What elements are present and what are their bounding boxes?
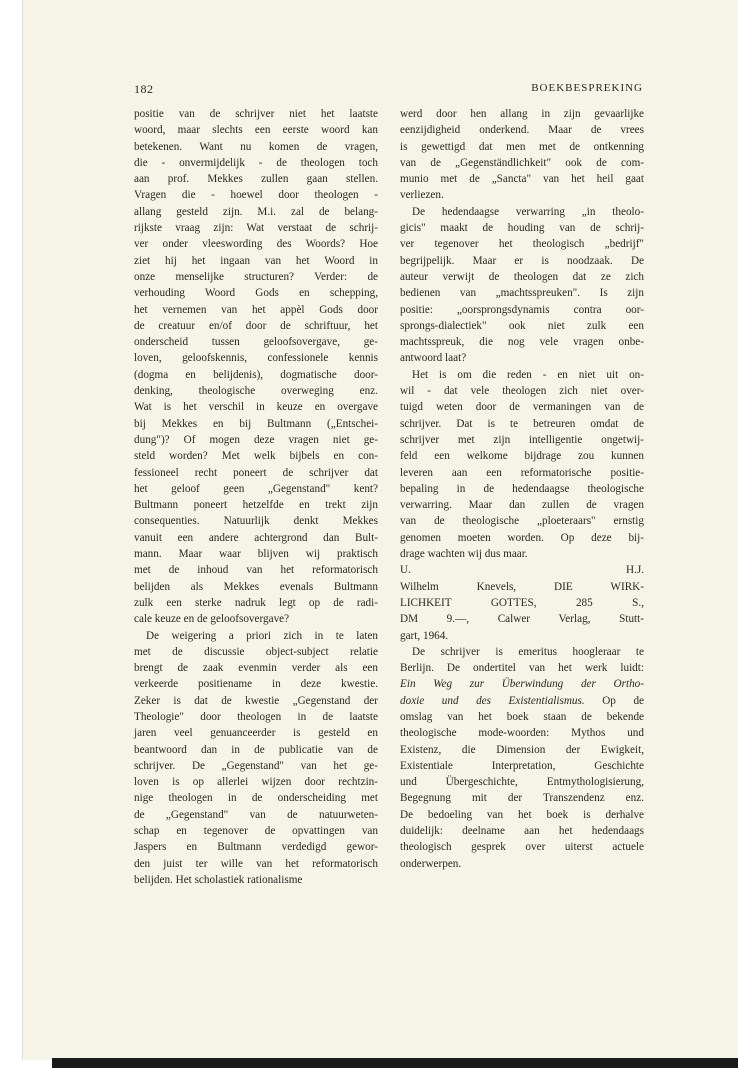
text-line: bij Mekkes en bij Bultmann („Entschei-	[134, 417, 378, 430]
text-line: ver tegenover het theologisch „bedrijf"	[400, 238, 644, 251]
text-line: positie: „oorsprongsdynamis contra oor-	[400, 303, 644, 316]
page-header	[134, 82, 643, 102]
text-line: feld een welkome bijdrage zou kunnen	[400, 450, 644, 463]
right-paragraph-1	[400, 106, 644, 204]
text-line: met de discussie object-subject relatie	[134, 645, 378, 658]
text-line: met de inhoud van het reformatorisch	[134, 564, 378, 577]
text-line: bepaling in de hedendaagse theologische	[400, 482, 644, 495]
subtitle-italic: Ein Weg zur Überwindung der Ortho-	[400, 678, 644, 691]
text-line: aan prof. Mekkes zullen gaan stellen.	[134, 173, 378, 186]
text-line: betekenen. Want nu komen de vragen,	[134, 140, 378, 153]
text-line: De weigering a priori zich in te laten	[146, 629, 378, 642]
text-line: omslag van het boek staan de bekende	[400, 710, 644, 723]
text-line: verwarring. Maar dan zullen de vragen	[400, 499, 644, 512]
right-paragraph-2	[400, 204, 644, 367]
text-line: Existenz, die Dimension der Ewigkeit,	[400, 743, 644, 756]
signature-right: H.J.	[625, 564, 644, 577]
text-line: drage wachten wij dus maar.	[400, 548, 528, 561]
text-line: zulk een sterke nadruk legt op de radi-	[134, 596, 378, 609]
text-line: ziet hij het ingaan van het Woord in	[134, 254, 378, 267]
text-line: denking, theologische overweging enz.	[134, 385, 378, 398]
signature-left: U.	[400, 564, 411, 577]
text-line: gicis" maakt de houding van de schrij-	[400, 222, 644, 235]
text-line: Zeker is dat de kwestie „Gegenstand der	[134, 694, 378, 707]
left-paragraph-2	[134, 628, 378, 889]
text-line: allang gesteld zijn. M.i. zal de belang-	[134, 205, 378, 218]
text-line: werd door hen allang in zijn gevaarlijke	[400, 108, 644, 120]
text-line: leveren aan een reformatorische positie-	[400, 466, 644, 479]
text-line: verliezen.	[400, 189, 444, 202]
text-line: de „Gegenstand" van de natuurweten-	[134, 808, 378, 821]
text-line: duidelijk: deelname aan het hedendaags	[400, 825, 644, 838]
text-line: eenzijdigheid onderkend. Maar de vrees	[400, 124, 644, 137]
left-column	[134, 106, 378, 888]
text-line: rijkste vraag zijn: Wat verstaat de schrij-	[134, 222, 378, 235]
text-line: antwoord laat?	[400, 352, 467, 365]
text-line: schrijver. De „Gegenstand" van het ge-	[134, 759, 378, 772]
text-line: het vernemen van het appèl Gods door	[134, 303, 378, 316]
paragraph-4-rest	[400, 709, 644, 872]
book-reference	[400, 579, 644, 644]
text-line: schrijver met zijn intelligentie ongetwij-	[400, 433, 644, 446]
text-line: onze menselijke structuren? Verder: de	[134, 270, 378, 283]
text-line: fessioneel recht poneert de schrijver dat	[134, 466, 378, 479]
text-line: Vragen die - hoewel door theologen -	[134, 189, 378, 202]
text-line: De bedoeling van het boek is derhalve	[400, 808, 644, 821]
text-line: cale keuze en de geloofsovergave?	[134, 613, 290, 626]
text-line: De schrijver is emeritus hoogleraar te	[412, 645, 644, 658]
text-line: DM 9.—, Calwer Verlag, Stutt-	[400, 613, 644, 626]
text-line: beantwoord dan in de publicatie van de	[134, 743, 378, 756]
text-line: het geloof geen „Gegenstand" kent?	[134, 482, 378, 495]
left-paragraph-1	[134, 106, 378, 628]
text-line: onderwerpen.	[400, 857, 462, 870]
text-line: theologische mode-woorden: Mythos und	[400, 727, 644, 740]
text-line: loven is op allerlei wijzen door rechtzin-	[134, 776, 378, 789]
text-line: van de theologische „ploeteraars" ernstig	[400, 515, 644, 528]
text-line: de creatuur en/of door de schriftuur, het	[134, 319, 378, 332]
text-line: schrijver. Dat is te betreuren omdat de	[400, 417, 644, 430]
text-line: onderscheid tussen geloofsovergave, ge-	[134, 336, 378, 349]
text-line: Berlijn. De ondertitel van het werk luidt:	[400, 662, 644, 675]
text-line: verhouding Woord Gods en schepping,	[134, 287, 378, 300]
text-line	[400, 693, 644, 709]
review-signature	[400, 562, 644, 578]
subtitle-italic: doxie und des Existentialismus.	[400, 694, 585, 707]
text-line: positie van de schrijver niet het laatste	[134, 108, 378, 120]
running-head: BOEKBESPREKING	[531, 82, 643, 94]
text-line: mann. Maar waar blijven wij praktisch	[134, 548, 378, 561]
text-line: De hedendaagse verwarring „in theolo-	[412, 205, 644, 218]
text-line: Existentiale Interpretation, Geschichte	[400, 759, 644, 772]
text-line: van de „Gegenständlichkeit" ook de com-	[400, 156, 644, 169]
text-line: belijden als Mekkes evenals Bultmann	[134, 580, 378, 593]
text-line: munio met de „Sancta" van het heil gaat	[400, 173, 644, 186]
bottom-edge-rule	[52, 1058, 738, 1068]
text-line: schap en tegenover de opvattingen van	[134, 825, 378, 838]
text-line: consequenties. Natuurlijk denkt Mekkes	[134, 515, 378, 528]
text-line: vanuit een andere achtergrond dan Bult-	[134, 531, 378, 544]
text-line: gart, 1964.	[400, 629, 449, 642]
text-line: ver onder vleeswording des Woords? Hoe	[134, 238, 378, 251]
text-line: bedienen van „machtsspreuken". Is zijn	[400, 287, 644, 300]
text-fragment: Op de	[584, 694, 645, 707]
text-line: die - onvermijdelijk - de theologen toch	[134, 156, 378, 169]
text-line: wil - dat vele theologen zich niet over-	[400, 385, 644, 398]
text-line: sprongs-dialectiek" ook niet zulk een	[400, 319, 644, 332]
text-line: genomen moeten worden. Op deze bij-	[400, 531, 644, 544]
text-line: verkeerde positiename in deze kwestie.	[134, 678, 378, 691]
text-line: steld worden? Met welk bijbels en con-	[134, 450, 378, 463]
text-line: LICHKEIT GOTTES, 285 S.,	[400, 596, 644, 609]
text-line: theologisch gesprek over uiterst actuele	[400, 841, 644, 854]
text-line: Het is om die reden - en niet uit on-	[412, 368, 644, 381]
text-line: dung")? Of mogen deze vragen niet ge-	[134, 433, 378, 446]
text-line: woord, maar slechts een eerste woord kan	[134, 124, 378, 137]
text-line: Wat is het verschil in keuze en overgave	[134, 401, 378, 414]
right-paragraph-3	[400, 367, 644, 563]
right-paragraph-4	[400, 644, 644, 872]
text-line: nige theologen in de onderscheiding met	[134, 792, 378, 805]
text-line: belijden. Het scholastiek rationalisme	[134, 873, 303, 886]
text-line: tuigd weten door de vermaningen van de	[400, 401, 644, 414]
text-line: Jaspers en Bultmann verdedigd gewor-	[134, 841, 378, 854]
text-line: is gewettigd dat men met de ontkenning	[400, 140, 644, 153]
text-line: (dogma en belijdenis), dogmatische door-	[134, 368, 378, 381]
text-line	[400, 676, 644, 692]
text-line: jaren veel genuanceerder is gesteld en	[134, 727, 378, 740]
text-line: machtsspreuk, die nog vele vragen onbe-	[400, 336, 644, 349]
text-line: loven, geloofskennis, confessionele kennis	[134, 352, 378, 365]
text-line: Theologie" door theologen in de laatste	[134, 710, 378, 723]
text-line: Begegnung mit der Transzendenz enz.	[400, 792, 644, 805]
text-line: auteur verwijt de theologen dat ze zich	[400, 270, 644, 283]
page-number: 182	[134, 82, 154, 96]
text-line: Wilhelm Knevels, DIE WIRK-	[400, 580, 644, 593]
text-line: brengt de zaak evenmin verder als een	[134, 662, 378, 675]
right-column	[400, 106, 644, 872]
text-line: Bultmann poneert hetzelfde en trekt zijn	[134, 499, 378, 512]
text-line: und Übergeschichte, Entmythologisierung,	[400, 776, 644, 789]
text-line: begrijpelijk. Maar er is noodzaak. De	[400, 254, 644, 267]
text-line: den juist ter wille van het reformatorisch	[134, 857, 378, 870]
